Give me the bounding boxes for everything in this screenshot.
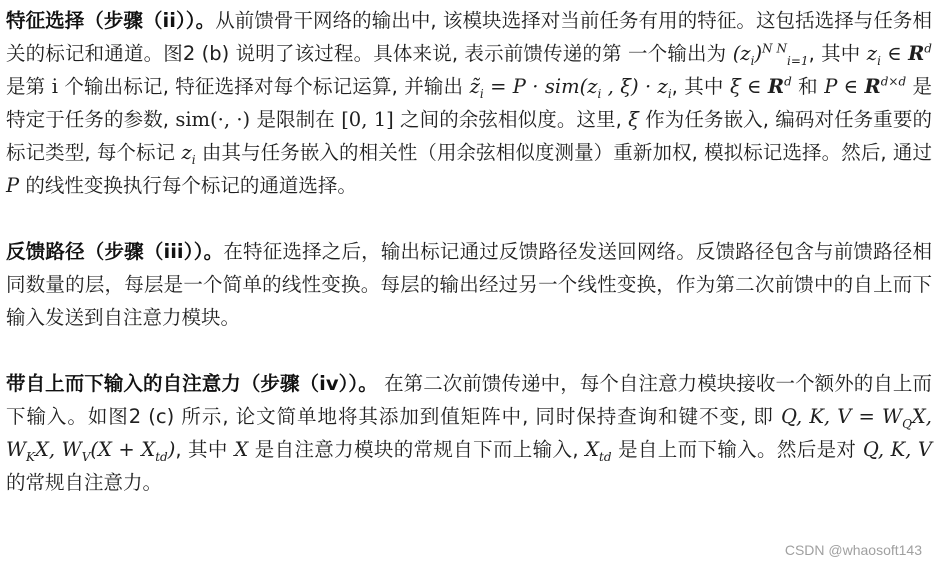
math-zi-in-rd: $z_i$ ∈ $R^d$ [866,41,932,68]
math-qkv-formula: Q, K, $V = W_QX$, $W_KX$, $W_V(X + X_{td})$ [6,405,932,464]
math-xtd: $X_{td}$ [585,438,612,464]
text: 的常规自注意力。 [6,471,163,494]
text: 从前馈骨干网络的输出中, 该模块选择对当前任务有用的特征。这包括选择与任务相关的标记和通道。图2 (b) 说明了该过程。具体来说, 表示前馈传递的第 一个输出为 [6,9,932,65]
heading-feedback-path: 反馈路径（步骤（iii））。 [6,240,224,263]
text: 是限制在 [250,108,342,131]
paragraph-feature-selection [6,4,932,202]
text: 是自上而下输入。然后是对 [611,438,863,461]
math-interval: [0, 1] [341,108,394,131]
text: , 其中 [808,42,867,65]
paragraph-feedback-path [6,235,932,334]
math-p: P [6,174,20,197]
text: 在第二次前馈传递中，每个自注意力模块接收一个额外的自上而下输入。如图2 (c) 所示, 论文简单地将其添加到值矩阵中, 同时保持查询和键不变, 即 [6,372,932,428]
math-i: i [51,75,58,98]
math-p-in-rdxd: P ∈ $R^{d\times d}$ [824,74,907,98]
text: 是自注意力模块的常规自下而上输入, [248,438,586,461]
math-xi-in-rd: ξ ∈ $R^d$ [729,74,792,98]
text: 是第 [6,75,52,98]
text: 个输出标记, 特征选择对每个标记运算, 并输出 [57,75,470,98]
math-sim: sim(·, ·) [175,108,251,131]
text: 作为任务嵌入, 编码对任务重要的标记类型, 每个标记 [6,108,932,164]
paragraph-top-down-attention [6,367,932,499]
text: 和 [791,75,825,98]
math-x: X [234,438,249,461]
document-body [6,4,932,499]
text: 由其与任务嵌入的相关性（用余弦相似度测量）重新加权, 模拟标记选择。然后, 通过 [195,141,932,164]
text: 在特征选择之后，输出标记通过反馈路径发送回网络。反馈路径包含与前馈路径相同数量的层，每层是一个简单的线性变换。每层的输出经过另一个线性变换，作为第二次前馈中的自上而下输入发送到自注意力模块。 [6,240,932,329]
math-xi: ξ [628,108,639,131]
math-zi: $z_i$ [181,141,196,167]
math-feature-selection-formula: $z̃_i = P \cdot sim(z_i$ , $\xi) \cdot z_i$ [469,75,672,101]
math-output-sequence: $(z_i)^{N N}_{i=1}$ [732,41,809,68]
heading-top-down-attention: 带自上而下输入的自注意力（步骤（iv））。 [6,372,378,395]
text: 之间的余弦相似度。这里, [393,108,629,131]
heading-feature-selection: 特征选择（步骤（ii））。 [6,9,216,32]
watermark: CSDN @whaosoft143 [784,542,922,558]
math-qkv: Q, K, V [862,438,932,461]
text: , 其中 [175,438,235,461]
text: , 其中 [671,75,730,98]
text: 的线性变换执行每个标记的通道选择。 [19,174,357,197]
text: 是特定于任务的参数, [6,75,932,131]
